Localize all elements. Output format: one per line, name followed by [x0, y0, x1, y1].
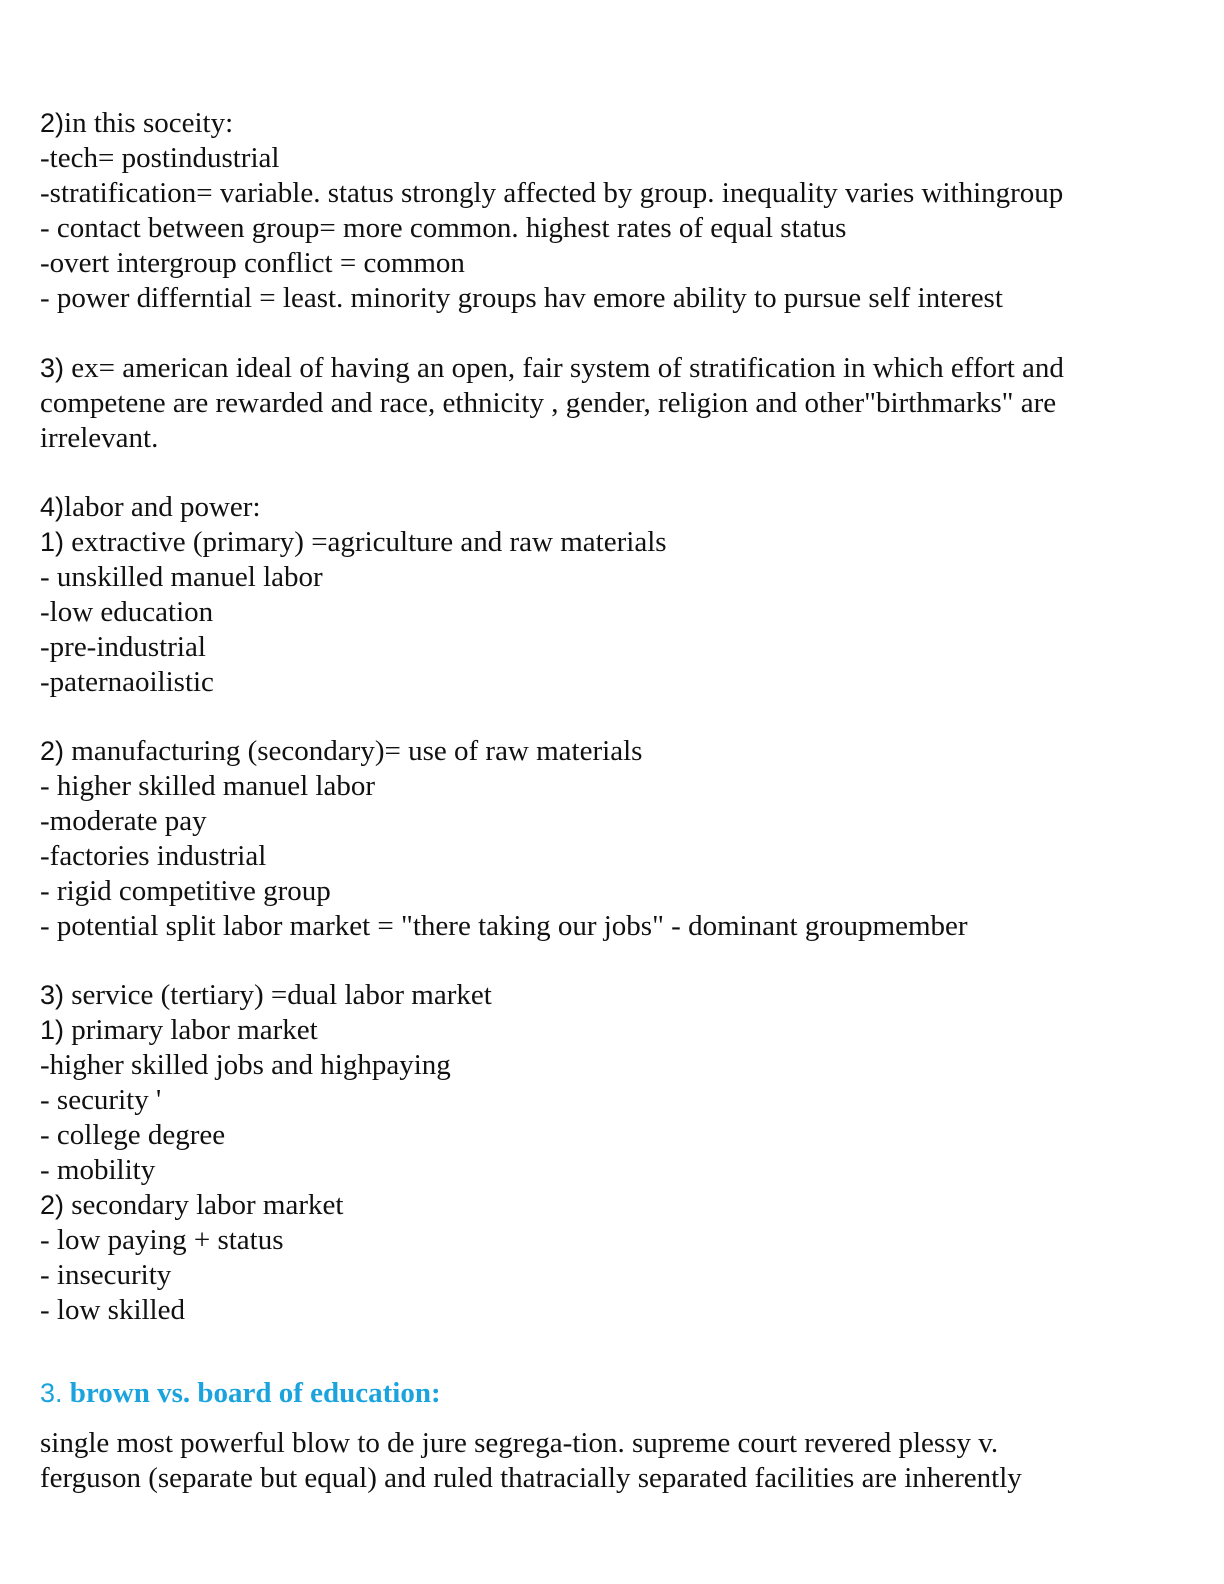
section-2-item-tech: -tech= postindustrial: [40, 142, 280, 174]
manufacturing-number: 2): [40, 736, 65, 766]
brown-heading: [40, 1376, 441, 1410]
section-2-title: in this soceity:: [64, 107, 234, 139]
manufacturing-item: - potential split labor market = "there taking our jobs" - dominant groupmember: [40, 910, 968, 942]
primary-market-number: 1): [40, 1015, 65, 1045]
primary-market-item: -higher skilled jobs and highpaying: [40, 1049, 451, 1081]
section-4-number: 4): [40, 492, 65, 522]
primary-market-item: - college degree: [40, 1119, 226, 1151]
secondary-market-item: - insecurity: [40, 1259, 172, 1291]
brown-title: brown vs. board of education:: [62, 1377, 441, 1409]
extractive-title: extractive (primary) =agriculture and raw materials: [64, 526, 667, 558]
extractive-item: -paternaoilistic: [40, 666, 214, 698]
extractive-item: -low education: [40, 596, 214, 628]
extractive-item: -pre-industrial: [40, 631, 206, 663]
section-2-item-stratification: -stratification= variable. status strongly affected by group. inequality varies withingroup: [40, 177, 1064, 209]
extractive-heading: [40, 525, 667, 559]
manufacturing-item: -factories industrial: [40, 840, 267, 872]
extractive-number: 1): [40, 527, 65, 557]
section-3-number: 3): [40, 353, 65, 383]
secondary-market-heading: [40, 1188, 343, 1222]
extractive-item: - unskilled manuel labor: [40, 561, 323, 593]
secondary-market-item: - low skilled: [40, 1294, 185, 1326]
service-heading: [40, 978, 492, 1012]
manufacturing-item: -moderate pay: [40, 805, 207, 837]
section-4-heading: [40, 490, 261, 524]
manufacturing-item: - rigid competitive group: [40, 875, 331, 907]
manufacturing-item: - higher skilled manuel labor: [40, 770, 376, 802]
section-4-title: labor and power:: [64, 491, 261, 523]
section-3-line-3: irrelevant.: [40, 422, 159, 454]
section-2-heading: [40, 106, 233, 140]
primary-market-heading: [40, 1013, 318, 1047]
secondary-market-item: - low paying + status: [40, 1224, 284, 1256]
service-number: 3): [40, 980, 65, 1010]
brown-text-line-2: ferguson (separate but equal) and ruled thatracially separated facilities are inherently: [40, 1462, 1022, 1494]
service-title: service (tertiary) =dual labor market: [64, 979, 492, 1011]
section-2-item-power: - power differntial = least. minority groups hav emore ability to pursue self interest: [40, 282, 1003, 314]
brown-number: 3.: [40, 1378, 63, 1408]
section-2-number: 2): [40, 108, 65, 138]
section-2-item-contact: - contact between group= more common. highest rates of equal status: [40, 212, 847, 244]
section-3-line-1: [40, 351, 1064, 385]
primary-market-item: - security ': [40, 1084, 162, 1116]
secondary-market-number: 2): [40, 1190, 65, 1220]
manufacturing-title: manufacturing (secondary)= use of raw materials: [64, 735, 643, 767]
primary-market-item: - mobility: [40, 1154, 156, 1186]
secondary-market-title: secondary labor market: [64, 1189, 344, 1221]
primary-market-title: primary labor market: [64, 1014, 318, 1046]
manufacturing-heading: [40, 734, 642, 768]
brown-text-line-1: single most powerful blow to de jure segrega-tion. supreme court revered plessy v.: [40, 1427, 999, 1459]
section-3-line-2: competene are rewarded and race, ethnicity , gender, religion and other"birthmarks" are: [40, 387, 1057, 419]
section-2-item-conflict: -overt intergroup conflict = common: [40, 247, 465, 279]
section-3-text-1: ex= american ideal of having an open, fair system of stratification in which effort and: [64, 352, 1064, 384]
